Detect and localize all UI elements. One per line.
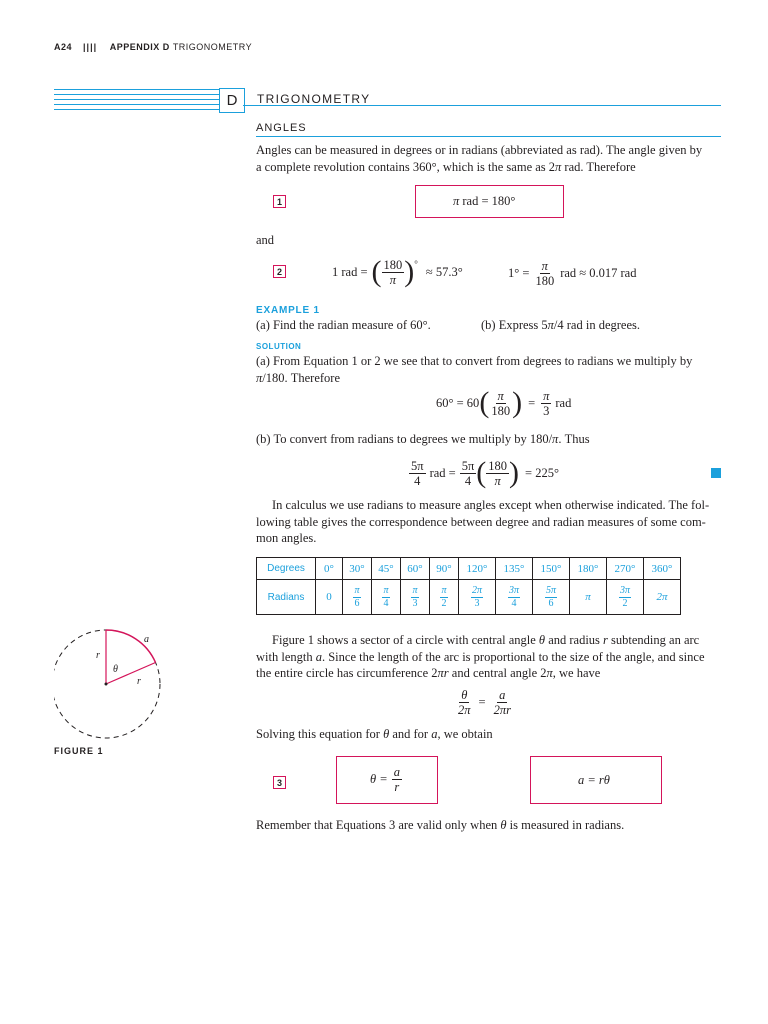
degree-cell: 150° [533,558,570,580]
degree-cell: 60° [401,558,430,580]
table-row [257,558,681,580]
equation-text: 60° = 60 [436,395,480,410]
radian-fraction [382,585,389,610]
equation-number-text: 1 [276,196,282,207]
and-text: and [256,233,275,247]
numerator: π [354,585,360,596]
denominator: π [389,272,397,287]
radian-cell [372,580,401,615]
paren: ( [371,255,382,288]
denominator: 3 [412,598,418,609]
equation-text: 1° = [508,265,530,280]
denominator: 6 [548,598,554,609]
equation-text: = 225° [525,465,559,480]
equation-a [436,385,571,421]
paragraph-line: In calculus we use radians to measure angles except when otherwise indicated. The fol- [272,498,710,512]
band-line [54,99,220,100]
solution-line: (a) From Equation 1 or 2 we see that to convert from degrees to radians we multiply by [256,354,693,368]
radian-value: π [585,591,591,603]
intro-paragraph [256,142,726,175]
paren: ) [509,456,520,489]
numerator: 180 [488,458,508,473]
running-header [54,42,252,52]
radian-fraction [471,585,483,610]
radian-cell [459,580,496,615]
text: the entire circle has circumference 2 [256,666,438,680]
degree-cell: 120° [459,558,496,580]
a-symbol: a [315,649,322,664]
degree-cell: 180° [570,558,607,580]
theta-symbol: θ [383,727,390,741]
radian-fraction [411,585,418,610]
intro-line [256,159,726,176]
end-of-solution-icon [711,468,721,478]
page-number: A24 [54,42,73,52]
band-line [54,104,220,105]
equation-b [409,455,559,491]
denominator: 2 [622,598,628,609]
denominator: 4 [383,598,389,609]
radian-fraction [508,585,520,610]
text: /180. Therefore [262,370,341,385]
denominator: 4 [511,598,517,609]
degree-cell: 270° [607,558,644,580]
numerator: π [541,258,548,273]
fraction [456,688,473,717]
numerator: 2π [471,585,482,596]
pi-symbol: π [552,432,559,446]
radian-fraction [619,585,631,610]
label-a: a [144,634,149,645]
text: subtending an arc [607,633,700,647]
equation-1 [453,193,515,210]
radian-cell [607,580,644,615]
band-line [54,109,220,110]
text: and radius [545,633,604,647]
section-letter-box [219,88,245,113]
text: a complete revolution contains 360°, which is the same as 2 [256,159,556,174]
table-row [257,580,681,615]
fraction [486,459,509,488]
pi-symbol: π [453,194,460,208]
band-line [54,89,220,90]
equation-2a [332,254,463,290]
radian-value: 0 [326,591,332,603]
equation-3a [370,762,402,796]
radian-cell [316,580,343,615]
degree-cell: 30° [343,558,372,580]
header-subject: TRIGONOMETRY [172,42,253,52]
equation-text: θ = [370,771,388,786]
center-point [105,683,108,686]
denominator: 4 [464,473,472,488]
radian-fraction [440,585,447,610]
text: rad. Therefore [561,159,636,174]
degree-cell: 90° [430,558,459,580]
denominator: 3 [543,403,550,418]
paragraph-line: lowing table gives the correspondence between degree and radian measures of some com- [256,514,706,529]
paren: ) [512,386,523,419]
radian-fraction [353,585,360,610]
r-symbol: r [603,633,608,647]
text: and for [389,727,432,741]
equals: = [478,694,486,709]
paragraph-line: mon angles. [256,531,317,545]
example-title: EXAMPLE 1 [256,305,320,316]
band-line [54,94,220,95]
pi-symbol: π [547,318,554,332]
fraction [541,389,551,418]
figure-label: FIGURE 1 [54,746,104,756]
solution-line [256,370,726,387]
section-title: TRIGONOMETRY [257,92,371,106]
denominator: π [494,473,501,488]
fraction [382,258,405,287]
numerator: a [393,764,400,779]
degree-cell: 45° [372,558,401,580]
example-part-b [481,317,640,334]
equation-text: rad = 180° [459,194,516,208]
equation-text: 1 rad = [332,264,368,279]
subsection-rule [256,136,721,137]
numerator: 5π [545,585,556,596]
header-bars: |||| [83,42,98,52]
figure-1-circle [54,628,174,748]
degree-cell: 360° [644,558,681,580]
label-theta: θ [113,664,118,675]
ratio-equation [456,684,513,720]
text: is measured in radians. [506,818,625,832]
text: Remember that Equations 3 are valid only when [256,818,501,832]
text: . Thus [558,432,590,446]
pi-symbol: π [555,159,562,174]
numerator: a [499,687,506,702]
solving-text [256,726,493,743]
fraction [460,459,477,488]
theta-symbol: θ [538,633,546,647]
example-part-a: (a) Find the radian measure of 60°. [256,318,431,332]
solution-title: SOLUTION [256,342,302,351]
numerator: π [412,585,418,596]
text: . Since the length of the arc is proportional to the size of the angle, and since [321,649,705,664]
fraction [409,459,426,488]
text: /4 rad in degrees. [553,318,640,332]
paren: ) [404,255,415,288]
paragraph-2 [256,497,726,547]
theta-symbol: θ [500,818,507,832]
paren: ( [476,456,487,489]
radian-cell [401,580,430,615]
radian-value: 2π [656,591,668,603]
radian-cell [496,580,533,615]
fraction [492,688,513,717]
radian-cell [430,580,459,615]
fraction [489,389,512,418]
numerator: π [441,585,447,596]
text: (b) To convert from radians to degrees we multiply by 180/ [256,432,553,446]
denominator: 180 [535,273,555,288]
degree-cell: 135° [496,558,533,580]
numerator: 180 [383,257,403,272]
degree-cell: 0° [316,558,343,580]
numerator: π [497,388,504,403]
denominator: 3 [474,598,480,609]
radian-cell [533,580,570,615]
text: with length [256,649,316,664]
appendix-label: APPENDIX D [109,42,170,52]
row-label: Radians [257,580,316,615]
radian-fraction [545,585,557,610]
denominator: 2 [441,598,447,609]
equation-text: rad [555,395,572,410]
equation-text: ≈ 57.3° [425,264,463,279]
label-r: r [96,650,100,661]
fraction [533,259,556,288]
text: and central angle 2 [448,666,547,680]
section-letter: D [226,92,238,109]
equation-3b: a = rθ [578,773,610,787]
solution-b [256,431,590,448]
pi-symbol: π [256,370,263,385]
numerator: 5π [461,458,475,473]
equation-number [273,776,286,789]
pi-symbol: π [546,666,553,680]
closing-text [256,817,624,834]
radian-cell [570,580,607,615]
equation-number [273,265,286,278]
pi-r-symbol: πr [437,666,449,680]
numerator: 3π [508,585,519,596]
solution-a [256,353,726,386]
denominator: 180 [491,403,511,418]
row-label: Degrees [257,558,316,580]
numerator: 3π [619,585,630,596]
numerator: θ [461,687,468,702]
text: , we obtain [437,727,493,741]
paragraph-3 [256,632,728,682]
paren: ( [479,386,490,419]
text: , we have [552,666,601,680]
paragraph-line [256,665,728,682]
degree-radian-table [256,557,681,615]
a-symbol: a [431,727,438,741]
radian-cell [644,580,681,615]
equation-number-text: 2 [276,266,282,277]
label-r: r [137,676,141,687]
numerator: 5π [411,458,424,473]
denominator: r [394,779,400,794]
text: (b) Express 5 [481,318,548,332]
numerator: π [543,388,550,403]
text: Solving this equation for [256,727,384,741]
equals: = [528,395,536,410]
subsection-title: ANGLES [256,122,307,134]
text: Figure 1 shows a sector of a circle with central angle [272,633,539,647]
numerator: π [383,585,389,596]
intro-line: Angles can be measured in degrees or in radians (abbreviated as rad). The angle given by [256,143,703,157]
denominator: 2π [458,702,471,717]
equation-number-text: 3 [276,777,282,788]
paragraph-line [256,632,728,649]
denominator: 4 [414,473,421,488]
denominator: 6 [354,598,360,609]
degree-sign: ° [414,259,418,269]
paragraph-line [256,649,728,666]
denominator: 2πr [493,702,511,717]
equation-number [273,195,286,208]
radian-cell [343,580,372,615]
fraction [392,765,402,794]
equation-text: rad ≈ 0.017 rad [560,265,637,280]
equation-2b [508,256,636,290]
equation-text: rad = [429,465,456,480]
